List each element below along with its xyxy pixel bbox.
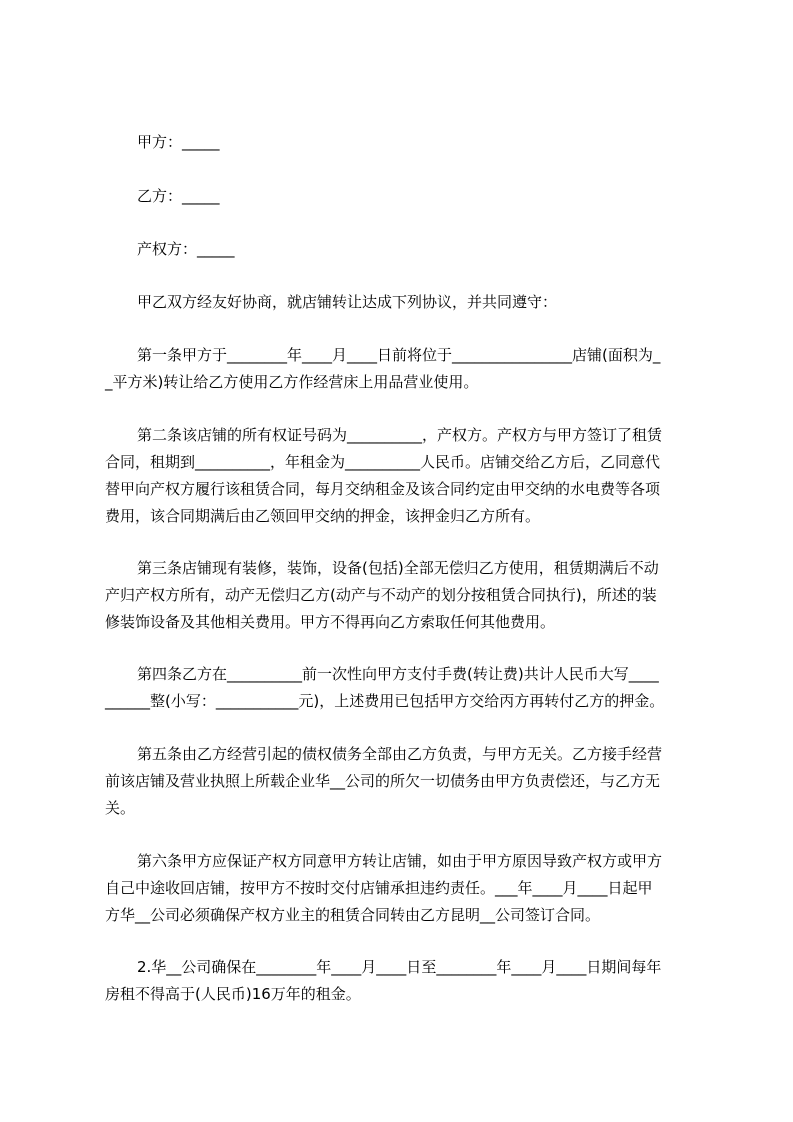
clause-line: 第六条甲方应保证产权方同意甲方转让店铺，如由于甲方原因导致产权方或甲方: [137, 852, 663, 870]
clause-line: 第五条由乙方经营引起的债权债务全部由乙方负责，与甲方无关。乙方接手经营: [137, 745, 663, 763]
intro-paragraph: 甲乙双方经友好协商，就店铺转让达成下列协议，并共同遵守：: [137, 293, 558, 311]
clause-line: 产归产权方所有，动产无偿归乙方(动产与不动产的划分按租赁合同执行)，所述的装: [105, 586, 657, 604]
clause-line: 合同，租期到__________，年租金为__________人民币。店铺交给乙方后，乙同意代: [105, 453, 661, 471]
clause-line: _平方米)转让给乙方使用乙方作经营床上用品营业使用。: [105, 373, 479, 391]
clause-line: 第一条甲方于________年____月____日前将位于________________店铺(面积为_: [137, 346, 661, 364]
clause-line: 房租不得高于(人民币)16万年的租金。: [105, 985, 361, 1003]
clause-line: 方华__公司必须确保产权方业主的租赁合同转由乙方昆明__公司签订合同。: [105, 906, 601, 924]
clause-line: 前该店铺及营业执照上所载企业华__公司的所欠一切债务由甲方负责偿还，与乙方无: [105, 772, 661, 790]
owner-line: 产权方：_____: [137, 240, 235, 258]
clause-line: 修装饰设备及其他相关费用。甲方不得再向乙方索取任何其他费用。: [105, 613, 556, 631]
clause-line: ______整(小写：___________元)，上述费用已包括甲方交给丙方再转付乙方的押金。: [105, 692, 665, 710]
clause-line: 替甲向产权方履行该租赁合同，每月交纳租金及该合同约定由甲交纳的水电费等各项: [105, 480, 661, 498]
clause-line: 2.华__公司确保在________年____月____日至________年____月____日期间每年: [137, 958, 662, 976]
clause-line: 自己中途收回店铺，按甲方不按时交付店铺承担违约责任。___年____月____日起甲: [105, 879, 653, 897]
party-b-line: 乙方：_____: [137, 187, 220, 205]
clause-line: 第二条该店铺的所有权证号码为__________，产权方。产权方与甲方签订了租赁: [137, 426, 663, 444]
party-a-line: 甲方：_____: [137, 133, 220, 151]
clause-line: 第三条店铺现有装修，装饰，设备(包括)全部无偿归乙方使用，租赁期满后不动: [137, 559, 659, 577]
clause-line: 关。: [105, 799, 136, 817]
clause-line: 费用，该合同期满后由乙领回甲交纳的押金，该押金归乙方所有。: [105, 507, 541, 525]
clause-line: 第四条乙方在__________前一次性向甲方支付手费(转让费)共计人民币大写____: [137, 665, 659, 683]
